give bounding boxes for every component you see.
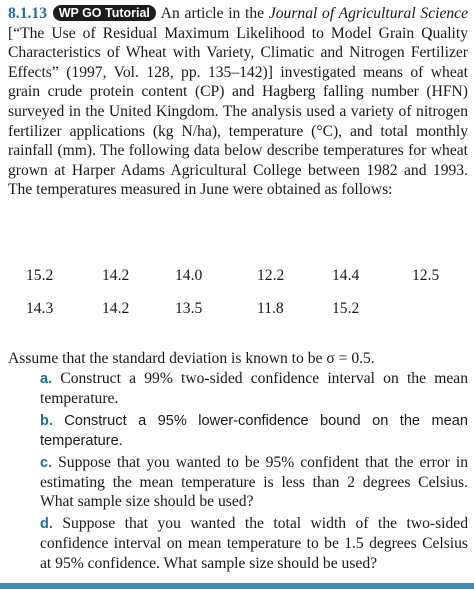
wp-go-tutorial-badge[interactable]: WP GO Tutorial — [53, 5, 156, 21]
part-c — [40, 453, 468, 513]
assumption-text: Assume that the standard deviation is known to be σ = 0.5. — [8, 350, 375, 367]
part-d — [40, 514, 468, 574]
part-text-sans: Construct a 95% lower-confidence bound on the mean temperature. — [40, 412, 468, 450]
part-b — [40, 411, 468, 452]
problem-statement — [8, 4, 468, 200]
data-cell: 14.3 — [26, 300, 54, 317]
data-cell: 15.2 — [332, 300, 360, 317]
part-label: c. — [40, 454, 53, 471]
part-label: a. — [40, 371, 53, 387]
data-cell: 14.0 — [175, 267, 203, 284]
data-cell: 12.5 — [412, 267, 440, 284]
problem-number: 8.1.13 — [8, 5, 47, 22]
part-text: Suppose that you wanted to be 95% confident that the error in estimating the mean temperature is less than 2 degrees Celsius. What sample size should be used? — [40, 453, 468, 511]
data-cell: 14.2 — [102, 267, 130, 284]
part-text: Construct a 99% two-sided confidence interval on the mean temperature. — [40, 370, 468, 408]
intro-lead: An article in the — [156, 5, 269, 22]
data-cell: 15.2 — [26, 267, 54, 284]
data-row-2 — [8, 299, 448, 327]
data-cell: 13.5 — [175, 300, 203, 317]
data-cell: 12.2 — [257, 267, 285, 284]
part-a — [40, 369, 468, 410]
part-text — [53, 412, 64, 429]
data-cell: 11.8 — [257, 300, 284, 317]
part-label: d. — [40, 515, 53, 532]
question-parts — [40, 369, 468, 575]
data-cell: 14.4 — [332, 267, 360, 284]
bottom-accent-bar — [0, 583, 474, 589]
intro-rest: [“The Use of Residual Maximum Likelihood to Model Grain Quality Characteristics of Wheat with Variety, Climatic and Nitrogen Fertilizer Effects” (1997, Vol. 128, pp. 135–142)] investigated means of wheat grain crude protein content (CP) and Hagberg falling number (HFN) surveyed in the United Kingdom. The analysis used a variety of nitrogen fertilizer applications (kg N/ha), temperature (°C), and total monthly rainfall (mm). The following data below describe temperatures for wheat grown at Harper Adams Agricultural College between 1982 and 1993. The temperatures measured in June were obtained as follows: — [8, 24, 468, 199]
data-row-1 — [8, 266, 448, 294]
part-label: b. — [40, 412, 53, 429]
part-text: Suppose that you wanted the total width of the two-sided confidence interval on mean temperature to be 1.5 degrees Celsius at 95% confidence. What sample size should be used? — [40, 514, 468, 572]
journal-title: Journal of Agricultural Science — [268, 5, 469, 22]
data-cell: 14.2 — [102, 300, 130, 317]
problem-page — [8, 4, 469, 572]
temperature-data-table — [8, 266, 448, 322]
